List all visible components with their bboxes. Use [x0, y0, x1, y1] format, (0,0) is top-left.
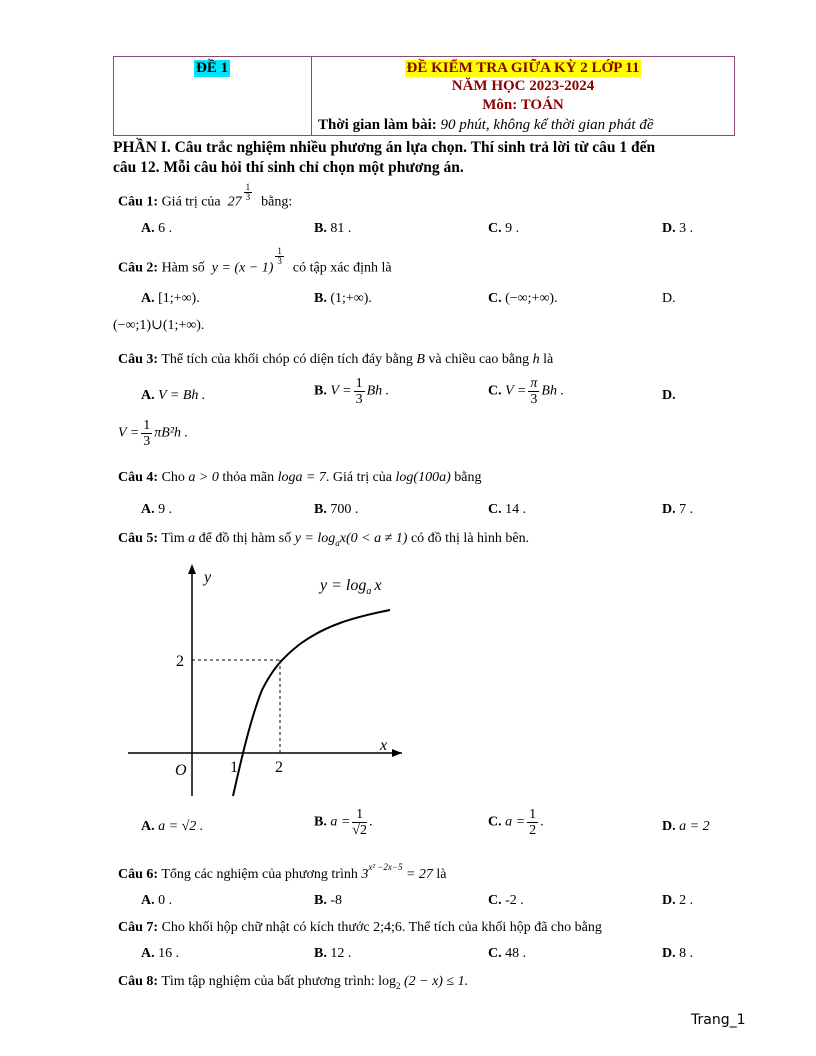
school-year: NĂM HỌC 2023-2024 [451, 78, 595, 94]
question-5: Câu 5: Tìm a để đồ thị hàm số $y = \log_ax(0 < a \ne 1)$ có đồ thị là hình bên. [118, 531, 530, 548]
q7-option-b[interactable]: B. 12 . [314, 946, 352, 961]
q3-option-d-label[interactable]: D. [662, 388, 676, 403]
q4-option-b[interactable]: B. 700 . [314, 502, 359, 517]
exam-code-label: ĐỀ 1 [196, 60, 229, 76]
log-curve [233, 610, 390, 796]
q1-option-c[interactable]: C. 9 . [488, 221, 520, 236]
q7-option-c[interactable]: C. 48 . [488, 946, 527, 961]
question-4: Câu 4: Cho a > 0 thỏa mãn loga = 7. Giá trị của log(100a) bằng [118, 470, 482, 485]
q3-option-b[interactable]: B. V = $\frac{1}{3}$ Bh . [314, 376, 390, 407]
part1-instructions-line1: PHẦN I. Câu trắc nghiệm nhiều phương án lựa chọn. Thí sinh trả lời từ câu 1 đến [113, 139, 656, 156]
q1-option-b[interactable]: B. 81 . [314, 221, 352, 236]
question-6: Câu 6: Tổng các nghiệm của phương trình $3^{x^2 -2x-5} = 27$ là [118, 862, 447, 882]
tick-x-1: 1 [230, 759, 238, 776]
q6-option-a[interactable]: A. 0 . [141, 893, 173, 908]
tick-x-2: 2 [275, 759, 283, 776]
question-2: Câu 2: Hàm số y = (x − 1) $\frac{1}{3}$ có tập xác định là [118, 246, 392, 276]
q2-option-d-label[interactable]: D. [662, 291, 676, 306]
curve-label: $y = \log_a x$ [320, 577, 382, 597]
time-limit: Thời gian làm bài: 90 phút, không kể thời gian phát đề [318, 117, 654, 133]
log-function-graph [120, 560, 410, 800]
part1-instructions-line2: câu 12. Mỗi câu hỏi thí sinh chỉ chọn một phương án. [113, 159, 464, 176]
y-axis-arrow [188, 564, 196, 574]
exam-title: ĐỀ KIỂM TRA GIỮA KỲ 2 LỚP 11 [406, 60, 640, 76]
q1-option-d[interactable]: D. 3 . [662, 221, 694, 236]
question-1: Câu 1: Giá trị của 27 $\frac{1}{3}$ bằng: [118, 182, 293, 210]
q2-option-b[interactable]: B. (1;+∞). [314, 291, 372, 306]
header-right-cell [312, 57, 734, 135]
q2-option-a[interactable]: A. [1;+∞). [141, 291, 200, 306]
subject: Môn: TOÁN [482, 97, 564, 113]
q4-option-c[interactable]: C. 14 . [488, 502, 527, 517]
q2-option-c[interactable]: C. (−∞;+∞). [488, 291, 558, 306]
page-number: Trang_1 [691, 1012, 746, 1028]
q7-option-a[interactable]: A. 16 . [141, 946, 180, 961]
x-axis-arrow [392, 749, 402, 757]
q6-option-c[interactable]: C. -2 . [488, 893, 524, 908]
q5-option-a[interactable]: A. a = √2 . [141, 819, 204, 834]
q5-option-b[interactable]: B. a = $\frac{1}{√2}$ . [314, 807, 373, 838]
q1-option-a[interactable]: A. 6 . [141, 221, 173, 236]
question-8: Câu 8: Tìm tập nghiệm của bất phương trình: $\log_2 (2 - x) \le 1$. [118, 974, 469, 991]
q4-option-d[interactable]: D. 7 . [662, 502, 694, 517]
x-axis-label: x [380, 737, 388, 754]
question-3: Câu 3: Thể tích của khối chóp có diện tích đáy bằng B và chiều cao bằng h là [118, 352, 554, 367]
q3-option-d[interactable]: V = $\frac{1}{3}$ πB²h . [118, 418, 189, 449]
q5-option-c[interactable]: C. a = $\frac{1}{2}$ . [488, 807, 544, 838]
header-table [113, 56, 735, 136]
question-7: Câu 7: Cho khối hộp chữ nhật có kích thước 2;4;6. Thể tích của khối hộp đã cho bằng [118, 920, 602, 935]
tick-y-2: 2 [176, 653, 184, 670]
header-left-cell [114, 57, 312, 135]
y-axis-label: y [204, 569, 212, 586]
q7-option-d[interactable]: D. 8 . [662, 946, 694, 961]
q4-option-a[interactable]: A. 9 . [141, 502, 173, 517]
q6-option-b[interactable]: B. -8 [314, 893, 343, 908]
q3-option-c[interactable]: C. V = $\frac{\pi}{3}$ Bh . [488, 376, 564, 407]
origin-label: O [175, 762, 187, 779]
q2-option-d[interactable]: (−∞;1)∪(1;+∞). [113, 318, 205, 333]
q3-option-a[interactable]: A. V = Bh . [141, 388, 206, 403]
q5-option-d[interactable]: D. a = 2 [662, 819, 710, 834]
q6-option-d[interactable]: D. 2 . [662, 893, 694, 908]
